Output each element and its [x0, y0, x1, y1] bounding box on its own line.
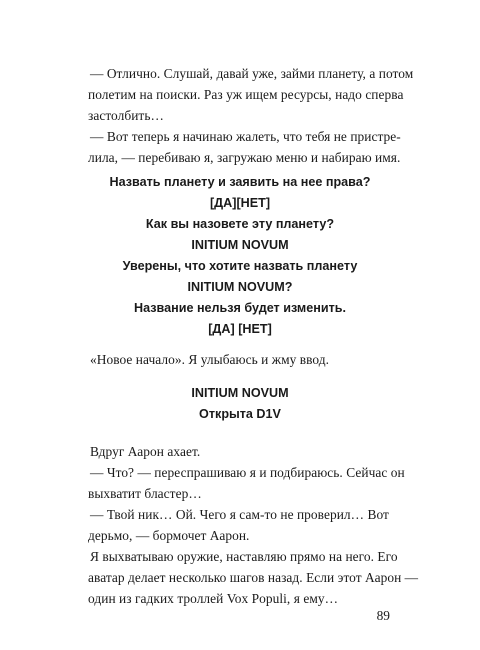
system-message: Открыта D1V	[199, 407, 281, 421]
system-message: [ДА] [НЕТ]	[208, 322, 272, 336]
system-message: INITIUM NOVUM	[191, 238, 289, 252]
text-line: — Вот теперь я начинаю жалеть, что тебя не пристре-	[90, 129, 401, 144]
text-line: Я выхватываю оружие, наставляю прямо на него. Его	[90, 549, 398, 564]
text-line: «Новое начало». Я улыбаюсь и жму ввод.	[90, 352, 330, 367]
text-line: — Отлично. Слушай, давай уже, займи планету, а потом	[90, 66, 414, 81]
text-line: один из гадких троллей Vox Populi, я ему…	[88, 591, 339, 606]
page-number: 89	[376, 608, 390, 623]
text-line: застолбить…	[88, 108, 164, 123]
text-line: — Твой ник… Ой. Чего я сам-то не проверил… Вот	[90, 507, 389, 522]
system-message: Уверены, что хотите назвать планету	[122, 259, 358, 273]
system-message: INITIUM NOVUM	[191, 386, 289, 400]
system-message: Назвать планету и заявить на нее права?	[109, 175, 371, 189]
text-line: — Что? — переспрашиваю я и подбираюсь. Сейчас он	[90, 465, 405, 480]
system-message: Название нельзя будет изменить.	[134, 301, 346, 315]
text-line: Вдруг Аарон ахает.	[90, 444, 201, 459]
text-line: выхватит бластер…	[88, 486, 202, 501]
text-line: полетим на поиски. Раз уж ищем ресурсы, надо сперва	[88, 87, 404, 102]
text-line: лила, — перебиваю я, загружаю меню и набираю имя.	[88, 150, 401, 165]
text-line: аватар делает несколько шагов назад. Если этот Аарон —	[88, 570, 419, 585]
system-message: [ДА][НЕТ]	[209, 196, 271, 210]
system-message: Как вы назовете эту планету?	[145, 217, 335, 231]
text-line: дерьмо, — бормочет Аарон.	[88, 528, 250, 543]
system-message: INITIUM NOVUM?	[187, 280, 293, 294]
